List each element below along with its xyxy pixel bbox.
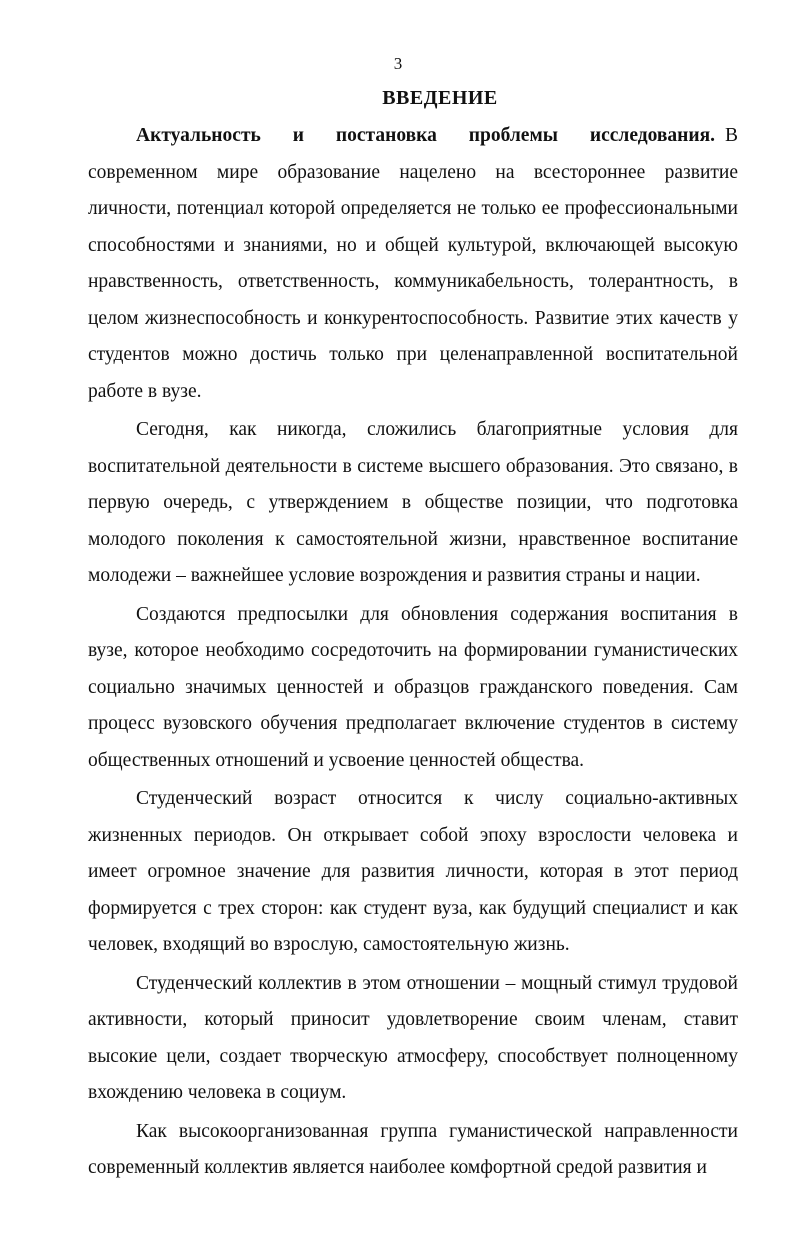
body-text bbox=[88, 118, 738, 1187]
paragraph-1-text: В современном мире образование нацелено на всестороннее развитие личности, потенциал которой определяется не только ее профессиональными способностями и знаниями, но и общей культурой, включающей высокую нравственность, ответственность, коммуникабельность, толерантность, в целом жизнеспособность и конкурентоспособность. Развитие этих качеств у студентов можно достичь только при целенаправленной воспитательной работе в вузе. bbox=[88, 125, 738, 402]
paragraph-1 bbox=[88, 118, 738, 410]
paragraph-6: Как высокоорганизованная группа гуманистической направленности современный коллектив является наиболее комфортной средой развития и bbox=[88, 1120, 738, 1178]
paragraph-4: Студенческий возраст относится к числу социально-активных жизненных периодов. Он открывает собой эпоху взрослости человека и имеет огромное значение для развития личности, которая в этот период формируется с трех сторон: как студент вуза, как будущий специалист и как человек, входящий во взрослую, самостоятельную жизнь. bbox=[88, 788, 738, 955]
section-title: ВВЕДЕНИЕ bbox=[382, 87, 498, 109]
page-number: 3 bbox=[393, 54, 403, 73]
paragraph-2: Сегодня, как никогда, сложились благоприятные условия для воспитательной деятельности в системе высшего образования. Это связано, в первую очередь, с утверждением в обществе позиции, что подготовка молодого поколения к самостоятельной жизни, нравственное воспитание молодежи – важнейшее условие возрождения и развития страны и нации. bbox=[88, 419, 738, 586]
paragraph-5: Студенческий коллектив в этом отношении – мощный стимул трудовой активности, который приносит удовлетворение своим членам, ставит высокие цели, создает творческую атмосферу, способствует полноценному вхождению человека в социум. bbox=[88, 972, 738, 1103]
paragraph-1-lead: Актуальность и постановка проблемы исследования. bbox=[136, 125, 716, 146]
paragraph-3: Создаются предпосылки для обновления содержания воспитания в вузе, которое необходимо сосредоточить на формировании гуманистических социально значимых ценностей и образцов гражданского поведения. Сам процесс вузовского обучения предполагает включение студентов в систему общественных отношений и усвоение ценностей общества. bbox=[88, 603, 738, 771]
